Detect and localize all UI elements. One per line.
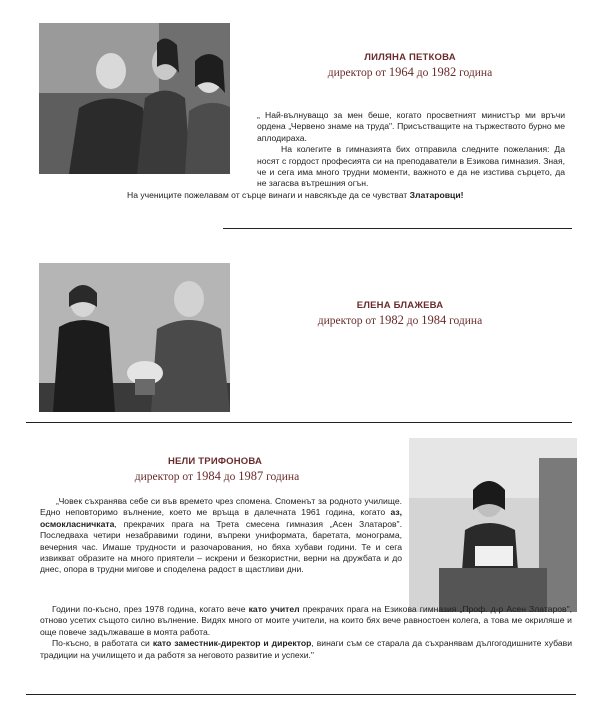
section3-quote (40, 496, 402, 576)
section1-paragraph-1: „ Най-вълнуващо за мен беше, когато просветният министър ми връчи ордена „Червено знаме на труда". Присъстващите на тържеството бурно ме аплодираха. (257, 110, 565, 143)
section3-name: НЕЛИ ТРИФОНОВА (167, 456, 263, 467)
divider-2 (26, 422, 572, 423)
photo-elena-blazheva (39, 263, 230, 412)
section3-paragraph-2: Години по-късно, през 1978 година, когато вече като учител прекрачих прага на Езикова гимназия „Проф. д-р Асен Златаров", отново усетих същото силно вълнение. Видях много от моите учители, на които бях вече равностоен колега, а това ме окриляше и още повече задължаваше в моята работа. (40, 604, 573, 637)
divider-1 (223, 228, 572, 229)
photo-neli-trifonova (409, 438, 577, 612)
section1-paragraph-2: На колегите в гимназията бих отправила следните пожелания: Да носят с гордост професията си на преподаватели в Езикова гимназия. Зная, че и сега има много трудни моменти, важното е да не изстива сърцето, да не загасва вътрешния огън. (257, 144, 565, 189)
section1-name: ЛИЛЯНА ПЕТКОВА (364, 52, 456, 63)
section3-role: директор от 1984 до 1987 година (134, 469, 300, 483)
section1-paragraph-3: На учениците пожелавам от сърце винаги и навсякъде да се чувстват Златаровци! (127, 189, 464, 200)
section1-role: директор от 1964 до 1982 година (327, 65, 493, 79)
section2-name: ЕЛЕНА БЛАЖЕВА (356, 300, 444, 311)
section2-role: директор от 1982 до 1984 година (317, 313, 483, 327)
section3-quote-continued (40, 604, 572, 661)
section3-paragraph-3: По-късно, в работата си като заместник-директор и директор, винаги съм се старала да съхранявам дългогодишните хубави традиции на училището и да работя за неговото развитие и успехи." (40, 638, 572, 660)
section1-quote (75, 110, 565, 201)
divider-3 (26, 694, 576, 695)
section3-paragraph-1: „Човек съхранява себе си във времето чрез спомена. Споменът за родното училище. Едно неповторимо вълнение, което ме връща в далечната 1961 година, когато аз, осмокласничката, прекрачих прага на Трета смесена гимназия „Асен Златаров". Последваха четири незабравими години, въпреки униформата, баретата, монограма, вечерния час. Имаше трудности и разочарования, но бяха хубави години. Те и сега извикват образите на много приятели – искрени и безкористни, верни на дружбата и до днес, опора в трудни мигове и споделена радост в щастливи дни. (40, 496, 402, 575)
